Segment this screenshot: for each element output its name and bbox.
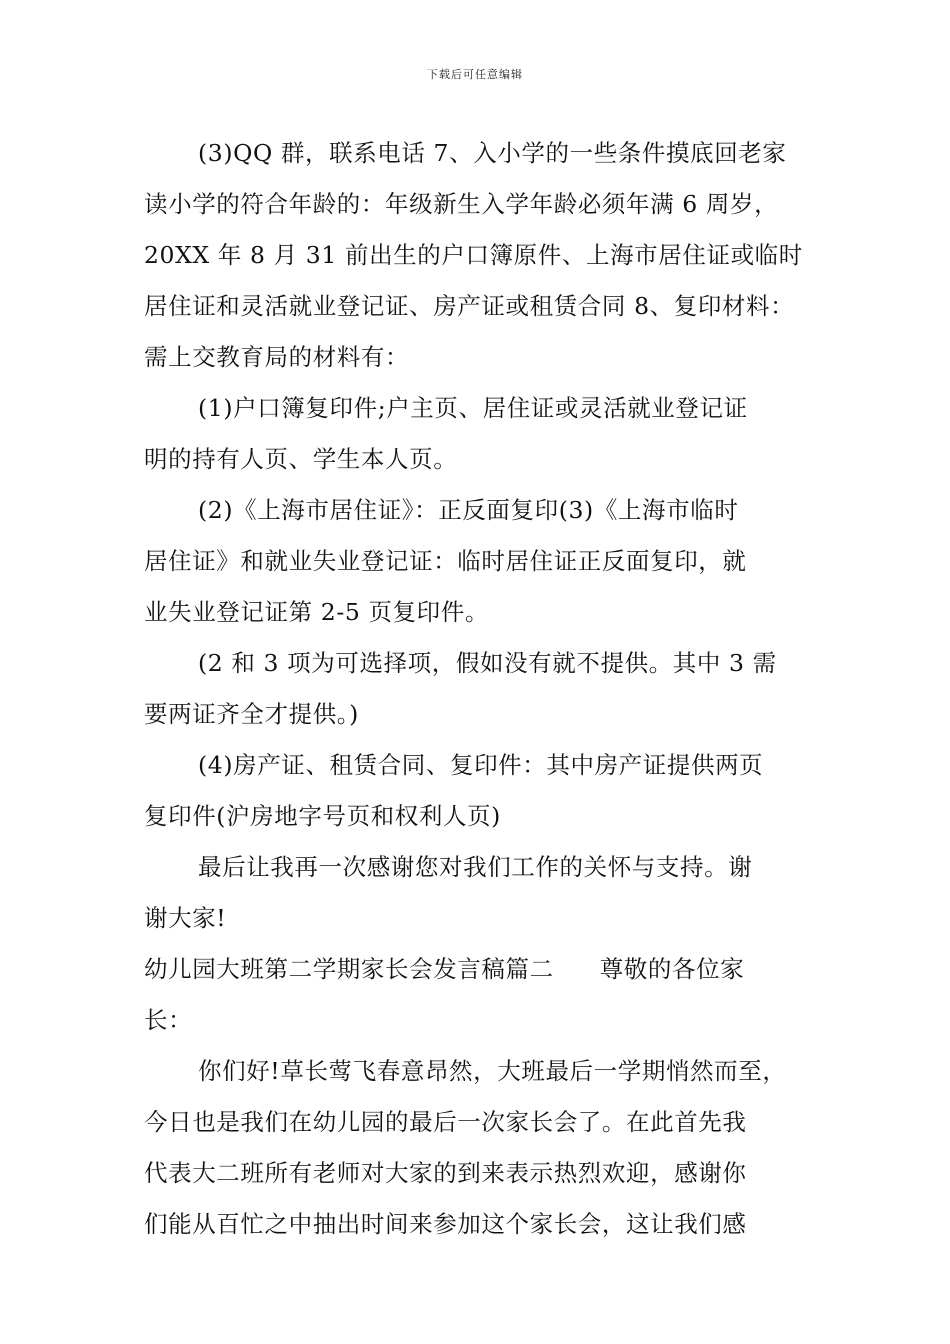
salutation-start: 尊敬的各位家 (599, 955, 745, 983)
text-line: (1)户口簿复印件;户主页、居住证或灵活就业登记证 (198, 394, 748, 422)
section-title: 幼儿园大班第二学期家长会发言稿篇二 (144, 955, 554, 983)
text-line: (2)《上海市居住证》：正反面复印(3)《上海市临时 (198, 496, 739, 524)
text-line: 你们好!草长莺飞春意昂然，大班最后一学期悄然而至， (198, 1057, 787, 1085)
text-line: (4)房产证、租赁合同、复印件：其中房产证提供两页 (198, 751, 764, 779)
text-line: 要两证齐全才提供。) (144, 700, 359, 728)
text-line: 们能从百忙之中抽出时间来参加这个家长会，这让我们感 (144, 1210, 747, 1238)
text-line: 最后让我再一次感谢您对我们工作的关怀与支持。谢 (198, 853, 753, 881)
section-heading-line (144, 944, 824, 995)
text-line: 长： (144, 1006, 193, 1034)
text-line: 业失业登记证第 2-5 页复印件。 (144, 598, 489, 626)
text-line: 代表大二班所有老师对大家的到来表示热烈欢迎，感谢你 (144, 1159, 747, 1187)
text-line: 20XX 年 8 月 31 前出生的户口簿原件、上海市居住证或临时 (144, 241, 803, 269)
text-line: 读小学的符合年龄的：年级新生入学年龄必须年满 6 周岁， (144, 190, 779, 218)
text-line: 明的持有人页、学生本人页。 (144, 445, 458, 473)
text-line: 今日也是我们在幼儿园的最后一次家长会了。在此首先我 (144, 1108, 747, 1136)
document-body (144, 128, 824, 1250)
text-line: 居住证》和就业失业登记证：临时居住证正反面复印，就 (144, 547, 747, 575)
text-line: 复印件(沪房地字号页和权利人页) (144, 802, 501, 830)
text-line: (3)QQ 群，联系电话 7、入小学的一些条件摸底回老家 (198, 139, 787, 167)
text-line: (2 和 3 项为可选择项，假如没有就不提供。其中 3 需 (198, 649, 777, 677)
text-line: 居住证和灵活就业登记证、房产证或租赁合同 8、复印材料： (144, 292, 795, 320)
text-line: 需上交教育局的材料有： (144, 343, 410, 371)
page-header-note: 下载后可任意编辑 (427, 68, 523, 81)
text-line: 谢大家! (144, 904, 227, 932)
